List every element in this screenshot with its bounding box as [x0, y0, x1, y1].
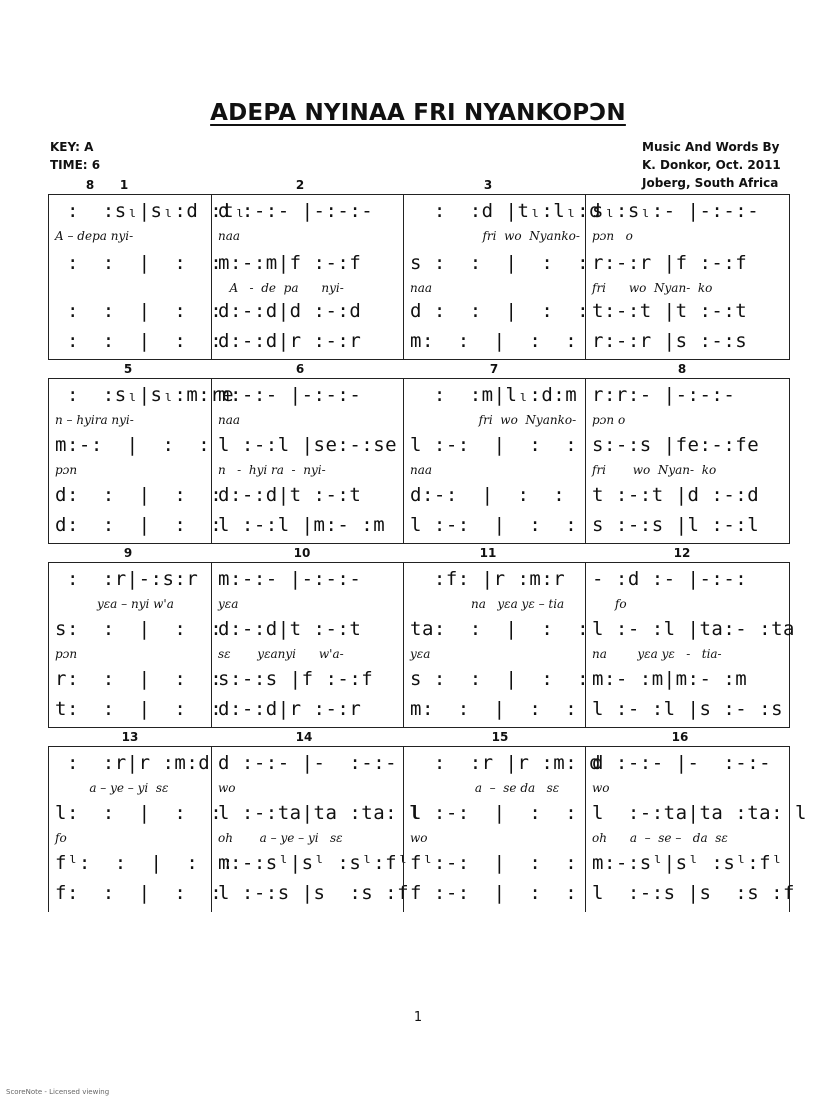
tenor-part: m:- :m|m:- :m [592, 668, 748, 690]
tenor-part: t:-:t |t :-:t [592, 300, 748, 322]
soprano-lyric: fri wo Nyanko- [410, 413, 577, 427]
alto-lyric: yɛa [410, 647, 431, 661]
measure-numbers-3 [48, 546, 790, 562]
page-number: 1 [413, 1010, 423, 1025]
soprano-part: d :-:- |- :-:- [592, 752, 772, 774]
measure-number: 7 [489, 362, 499, 376]
soprano-lyric: wo [218, 781, 236, 795]
soprano-part: : :m|lₗ:d:m [410, 384, 578, 406]
bass-part: m: : | : : [410, 330, 578, 352]
alto-part: l :-: | : : [410, 434, 578, 456]
measure [403, 747, 602, 912]
alto-part: l :-:l |se:-:se [218, 434, 398, 456]
alto-part: s : : | : : [410, 252, 590, 274]
credit-line-2: K. Donkor, Oct. 2011 [642, 158, 781, 172]
soprano-part: d :-:- |-:-:- [218, 200, 374, 222]
soprano-lyric: a – ye – yi sɛ [55, 781, 169, 795]
tenor-part: r: : | : : [55, 668, 223, 690]
credit-line-1: Music And Words By [642, 140, 780, 154]
alto-part: l :-:ta|ta :ta: l [218, 802, 421, 824]
bass-part: d: : | : : [55, 514, 223, 536]
tenor-part: m:-:sˡ|sˡ :sˡ:fˡ [218, 852, 410, 874]
measure-number: 14 [295, 730, 313, 744]
soprano-lyric: pɔn o [592, 229, 633, 243]
alto-lyric: fri wo Nyan- ko [592, 463, 717, 477]
measure [49, 563, 223, 727]
bass-part: l :-:s |s :s :f [592, 882, 795, 904]
measure [211, 379, 404, 543]
alto-part: s: : | : : [55, 618, 223, 640]
soprano-part: - :d :- |-:-: [592, 568, 748, 590]
soprano-lyric: pɔn o [592, 413, 626, 427]
bass-part: m: : | : : [410, 698, 578, 720]
soprano-part: : :r |r :m: d [410, 752, 602, 774]
bass-part: f: : | : : [55, 882, 223, 904]
tenor-part: d:-:d|t :-:t [218, 484, 362, 506]
measure [403, 563, 590, 727]
alto-part: r:-:r |f :-:f [592, 252, 748, 274]
soprano-lyric: a – se da sɛ [410, 781, 560, 795]
alto-lyric: pɔn [55, 463, 78, 477]
measure-number: 2 [295, 178, 305, 192]
alto-part: : : | : : [55, 252, 223, 274]
soprano-lyric: yɛa – nyi w'a [55, 597, 174, 611]
alto-part: l: : | : : [55, 802, 223, 824]
tenor-part: s:-:s |f :-:f [218, 668, 374, 690]
song-title: ADEPA NYINAA FRI NYANKOPƆN [210, 100, 626, 126]
alto-part: s:-:s |fe:-:fe [592, 434, 760, 456]
measure-number: 5 [123, 362, 133, 376]
measure-number: 9 [123, 546, 133, 560]
bass-part: f :-: | : : [410, 882, 578, 904]
measure-number: 8 [85, 178, 95, 192]
bass-part: d:-:d|r :-:r [218, 698, 362, 720]
soprano-part: sₗ:sₗ:- |-:-:- [592, 200, 760, 222]
measure [585, 379, 790, 543]
measure-number: 1 [119, 178, 129, 192]
alto-lyric: fri wo Nyan- ko [592, 281, 713, 295]
time-label: TIME: 6 [50, 158, 101, 172]
system-3 [48, 562, 795, 728]
alto-part: d:-:d|t :-:t [218, 618, 362, 640]
tenor-part: d:-: | : : [410, 484, 566, 506]
tenor-part: m:-:sˡ|sˡ :sˡ:fˡ [592, 852, 784, 874]
measure [585, 747, 807, 912]
alto-lyric: n - hyi ra - nyi- [218, 463, 326, 477]
soprano-lyric: naa [218, 229, 241, 243]
bass-part: l :-: | : : [410, 514, 578, 536]
soprano-lyric: fo [592, 597, 627, 611]
bass-part: : : | : : [55, 330, 223, 352]
measure-number: 13 [121, 730, 139, 744]
measure-number: 12 [673, 546, 691, 560]
tenor-part: d: : | : : [55, 484, 223, 506]
soprano-part: d :-:- |- :-:- [218, 752, 398, 774]
alto-part: l :- :l |ta:- :ta [592, 618, 795, 640]
tenor-part: t :-:t |d :-:d [592, 484, 760, 506]
bass-part: l :-:l |m:- :m [218, 514, 386, 536]
bass-part: r:-:r |s :-:s [592, 330, 748, 352]
bass-part: d:-:d|r :-:r [218, 330, 362, 352]
alto-part: m:-:m|f :-:f [218, 252, 362, 274]
measure-number: 6 [295, 362, 305, 376]
watermark: ScoreNote - Licensed viewing [6, 1088, 110, 1096]
measure [403, 195, 602, 359]
soprano-part: m:-:- |-:-:- [218, 384, 362, 406]
tenor-part: d : : | : : [410, 300, 590, 322]
credit-line-3: Joberg, South Africa [642, 176, 779, 190]
alto-lyric: naa [410, 463, 433, 477]
measure [585, 563, 795, 727]
key-time-block [50, 138, 100, 174]
tenor-part: fˡ: : | : : [55, 852, 235, 874]
measure-number: 15 [491, 730, 509, 744]
alto-lyric: fo [55, 831, 67, 845]
alto-lyric: pɔn [55, 647, 78, 661]
measure-number: 10 [293, 546, 311, 560]
system-2 [48, 378, 790, 544]
soprano-part: : :sₗ|sₗ:d :tₗ [55, 200, 247, 222]
measure-numbers-2 [48, 362, 790, 378]
measure [403, 379, 586, 543]
bass-part: t: : | : : [55, 698, 223, 720]
alto-lyric: oh a – se – da sɛ [592, 831, 728, 845]
soprano-part: : :sₗ|sₗ:m:re [55, 384, 235, 406]
measure [211, 195, 404, 359]
alto-lyric: oh a – ye – yi sɛ [218, 831, 343, 845]
soprano-part: :f: |r :m:r [410, 568, 566, 590]
system-4 [48, 746, 807, 912]
measure-numbers-1 [48, 178, 790, 194]
measure [211, 563, 404, 727]
system-1 [48, 194, 790, 360]
alto-part: l :-:ta|ta :ta: l [592, 802, 807, 824]
soprano-part: r:r:- |-:-:- [592, 384, 736, 406]
soprano-lyric: yɛa [218, 597, 239, 611]
key-label: KEY: A [50, 140, 94, 154]
tenor-part: : : | : : [55, 300, 223, 322]
soprano-part: m:-:- |-:-:- [218, 568, 362, 590]
soprano-part: : :r|-:s:r [55, 568, 199, 590]
alto-part: ta: : | : : [410, 618, 590, 640]
bass-part: l :-:s |s :s :f [218, 882, 410, 904]
alto-part: l :-: | : : [410, 802, 578, 824]
soprano-lyric: wo [592, 781, 610, 795]
soprano-lyric: fri wo Nyanko- [410, 229, 580, 243]
alto-lyric: na yɛa yɛ - tia- [592, 647, 722, 661]
soprano-part: : :d |tₗ:lₗ:d [410, 200, 602, 222]
measure-numbers-4 [48, 730, 790, 746]
measure-number: 16 [671, 730, 689, 744]
soprano-part: : :r|r :m:d [55, 752, 211, 774]
soprano-lyric: n – hyira nyi- [55, 413, 134, 427]
soprano-lyric: na yɛa yɛ – tia [410, 597, 565, 611]
alto-lyric: A - de pa nyi- [218, 281, 344, 295]
measure [211, 747, 421, 912]
soprano-lyric: A – depa nyi- [55, 229, 134, 243]
alto-part: m:-: | : : [55, 434, 211, 456]
measure-number: 11 [479, 546, 497, 560]
bass-part: s :-:s |l :-:l [592, 514, 760, 536]
alto-lyric: wo [410, 831, 428, 845]
measure-number: 3 [483, 178, 493, 192]
tenor-part: s : : | : : [410, 668, 590, 690]
alto-lyric: naa [410, 281, 433, 295]
tenor-part: d:-:d|d :-:d [218, 300, 362, 322]
alto-lyric: sɛ yɛanyi w'a- [218, 647, 344, 661]
measure [585, 195, 790, 359]
soprano-lyric: naa [218, 413, 241, 427]
tenor-part: fˡ:-: | : : [410, 852, 578, 874]
measure-number: 8 [677, 362, 687, 376]
bass-part: l :- :l |s :- :s [592, 698, 784, 720]
